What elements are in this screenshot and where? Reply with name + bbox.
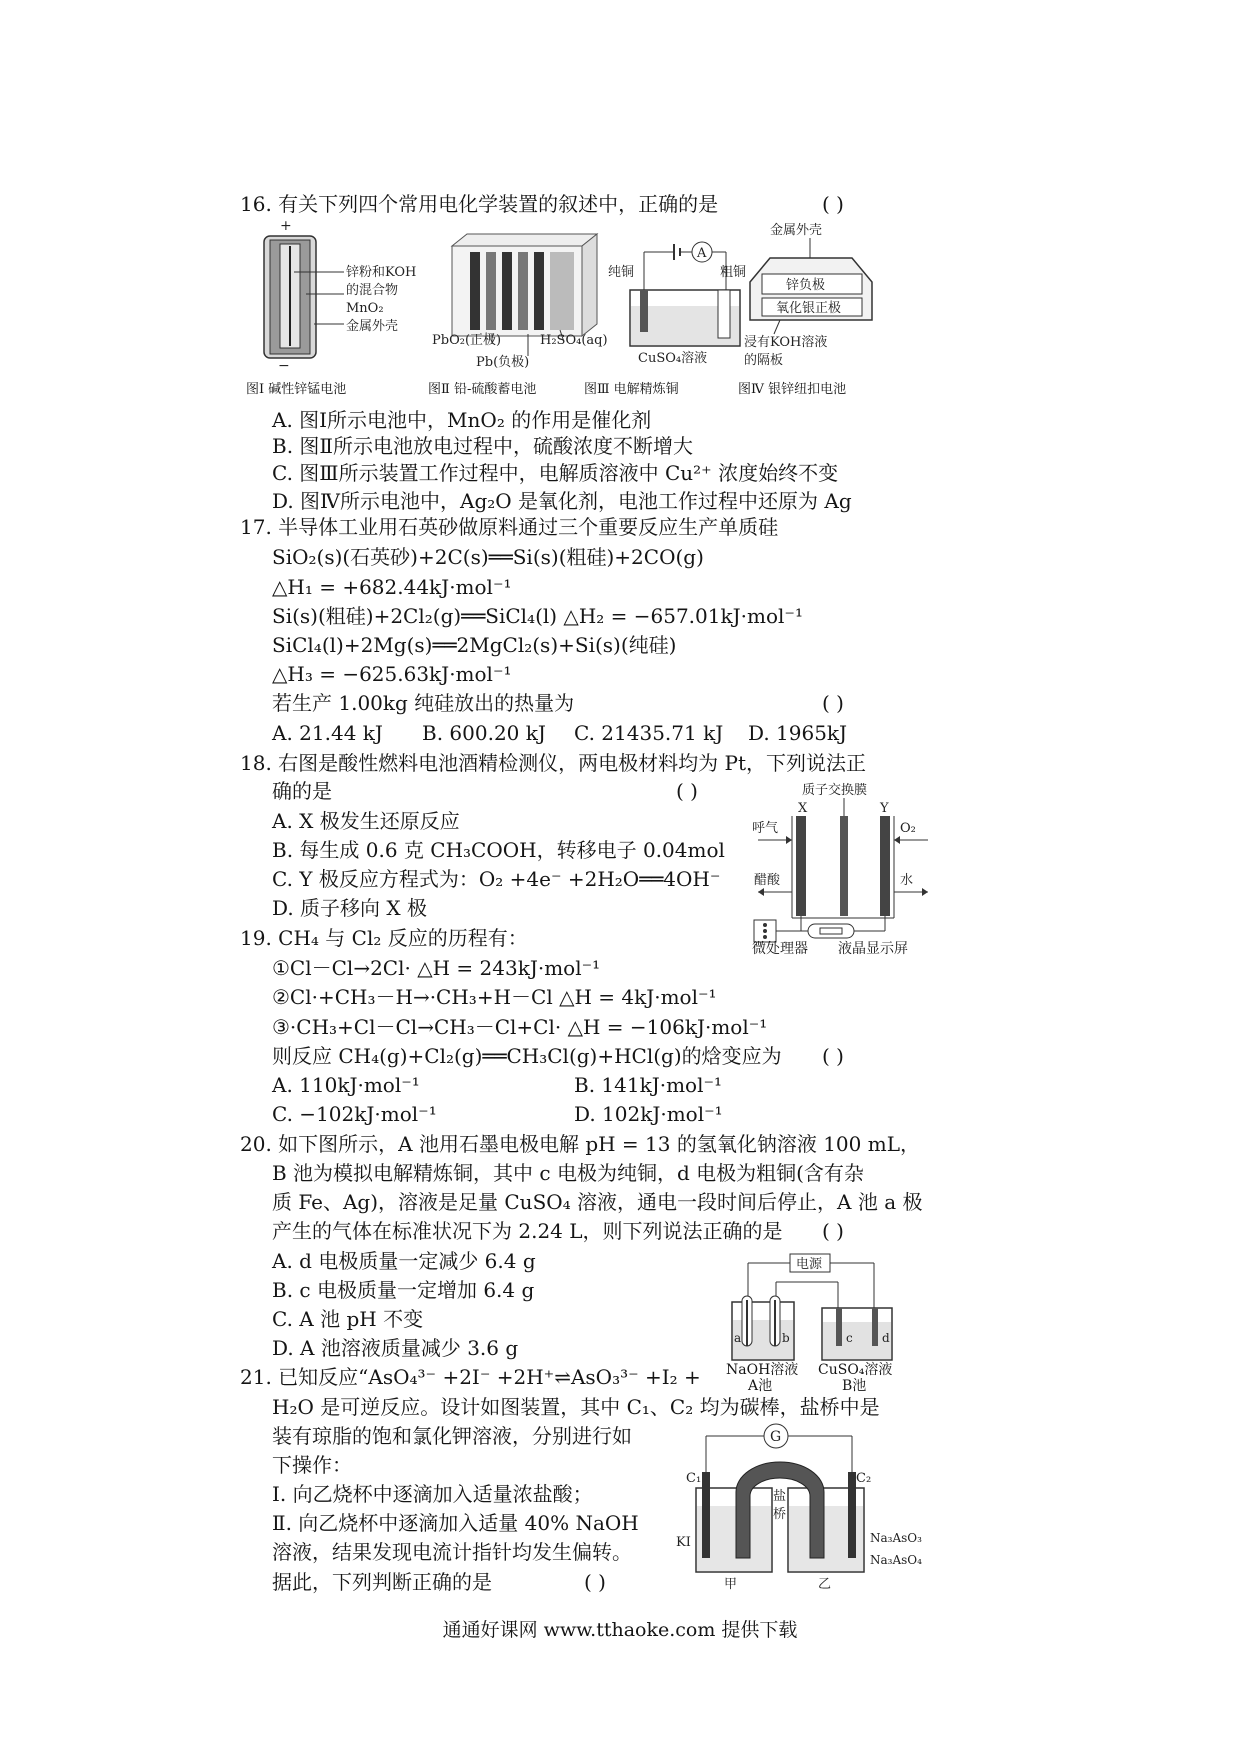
q19-answer-paren: ( ) (822, 1044, 844, 1068)
q21-stem-line1: 21. 已知反应“AsO₄³⁻ +2I⁻ +2H⁺⇌AsO₃³⁻ +I₂ + (240, 1365, 701, 1389)
q18-option-b: B. 每生成 0.6 克 CH₃COOH，转移电子 0.04mol (272, 838, 725, 862)
q16-answer-paren: ( ) (822, 192, 844, 216)
figure-salt-bridge-cell (676, 1422, 922, 1592)
q17-option-a: A. 21.44 kJ (272, 721, 383, 745)
q21-operation-2: Ⅱ. 向乙烧杯中逐滴加入适量 40% NaOH (272, 1511, 639, 1535)
fig2-label-pb: Pb(负极) (476, 355, 530, 370)
figure-electrolysis-cells (726, 1252, 906, 1372)
fig3-label-crude-copper: 粗铜 (720, 265, 747, 280)
f18-label-cpu: 微处理器 (752, 941, 808, 957)
q18-answer-paren: ( ) (676, 779, 698, 803)
fig1-label-zinc: 锌粉和KOH (346, 265, 417, 280)
f20-label-pool-b: B池 (842, 1378, 867, 1394)
f18-label-lcd: 液晶显示屏 (838, 941, 908, 957)
q19-option-b: B. 141kJ·mol⁻¹ (574, 1073, 723, 1097)
q21-stem-line2: H₂O 是可逆反应。设计如图装置，其中 C₁、C₂ 均为碳棒，盐桥中是 (272, 1395, 880, 1419)
q19-step-1: ①Cl－Cl→2Cl· △H = 243kJ·mol⁻¹ (272, 956, 601, 980)
fig1-label-shell: 金属外壳 (346, 319, 399, 334)
q20-stem-line2: B 池为模拟电解精炼铜，其中 c 电极为纯铜，d 电极为粗铜(含有杂 (272, 1161, 864, 1185)
f20-label-c: c (846, 1331, 853, 1345)
figure-caption-4: 图Ⅳ 银锌纽扣电池 (738, 382, 847, 397)
f18-label-breath: 呼气 (752, 821, 779, 836)
q21-answer-paren: ( ) (584, 1570, 606, 1594)
f18-label-water: 水 (900, 873, 914, 888)
q20-stem-line1: 20. 如下图所示，A 池用石墨电极电解 pH = 13 的氢氧化钠溶液 100 mL， (240, 1132, 920, 1156)
fig3-ammeter: A (697, 246, 707, 261)
q17-stem: 17. 半导体工业用石英砂做原料通过三个重要反应生产单质硅 (240, 515, 779, 539)
q17-enthalpy-1: △H₁ = +682.44kJ·mol⁻¹ (272, 575, 512, 599)
q21-stem-line3: 装有琼脂的饱和氯化钾溶液，分别进行如 (272, 1424, 632, 1448)
q18-option-d: D. 质子移向 X 极 (272, 896, 427, 920)
q18-stem: 18. 右图是酸性燃料电池酒精检测仪，两电极材料均为 Pt，下列说法正 (240, 751, 867, 775)
q19-option-d: D. 102kJ·mol⁻¹ (574, 1102, 723, 1126)
q21-operation-1: Ⅰ. 向乙烧杯中逐滴加入适量浓盐酸； (272, 1482, 593, 1506)
q19-step-2: ②Cl·+CH₃－H→·CH₃+H－Cl △H = 4kJ·mol⁻¹ (272, 985, 717, 1009)
q17-option-c: C. 21435.71 kJ (574, 721, 724, 745)
q20-option-b: B. c 电极质量一定增加 6.4 g (272, 1278, 535, 1302)
f20-label-cuso4: CuSO₄溶液 (818, 1362, 893, 1378)
f21-label-c1: C₁ (686, 1471, 702, 1486)
fig1-minus-label: − (278, 358, 290, 374)
q21-operation-2-cont: 溶液，结果发现电流计指针均发生偏转。 (272, 1540, 632, 1564)
f21-label-ki: KI (676, 1535, 691, 1550)
q18-option-c: C. Y 极反应方程式为：O₂ +4e⁻ +2H₂O══4OH⁻ (272, 867, 721, 891)
fig1-label-mno2: MnO₂ (346, 301, 384, 316)
f20-label-naoh: NaOH溶液 (726, 1362, 799, 1378)
f21-label-na3aso3: Na₃AsO₃ (870, 1531, 922, 1545)
fig2-label-pbo2: PbO₂(正极) (432, 333, 502, 348)
figure-caption-1: 图Ⅰ 碱性锌锰电池 (246, 382, 347, 397)
f21-galvanometer: G (770, 1429, 782, 1445)
f18-label-acid: 醋酸 (754, 873, 781, 888)
q20-answer-paren: ( ) (822, 1219, 844, 1243)
q20-option-a: A. d 电极质量一定减少 6.4 g (272, 1249, 536, 1273)
q20-option-d: D. A 池溶液质量减少 3.6 g (272, 1336, 519, 1360)
f20-label-a: a (734, 1331, 742, 1345)
page-footer: 通通好课网 www.tthaoke.com 提供下载 (442, 1619, 798, 1641)
q19-option-a: A. 110kJ·mol⁻¹ (272, 1073, 420, 1097)
f18-label-o2: O₂ (900, 821, 916, 836)
q19-stem: 19. CH₄ 与 Cl₂ 反应的历程有： (240, 926, 528, 950)
f20-label-d: d (882, 1331, 890, 1345)
f20-label-pool-a: A池 (748, 1378, 773, 1394)
figure-lead-acid-battery (432, 226, 612, 376)
f20-label-b: b (782, 1331, 790, 1345)
q16-option-d: D. 图Ⅳ所示电池中，Ag₂O 是氧化剂，电池工作过程中还原为 Ag (272, 489, 852, 513)
f20-label-power: 电源 (796, 1257, 823, 1272)
q20-option-c: C. A 池 pH 不变 (272, 1307, 424, 1331)
q20-stem-line3: 质 Fe、Ag)，溶液是足量 CuSO₄ 溶液，通电一段时间后停止，A 池 a 极 (272, 1190, 923, 1214)
f21-label-yi: 乙 (818, 1577, 832, 1592)
fig4-label-shell: 金属外壳 (770, 223, 823, 238)
fig4-label-separator1: 浸有KOH溶液 (744, 335, 828, 350)
f21-label-na3aso4: Na₃AsO₄ (870, 1553, 922, 1567)
q17-option-d: D. 1965kJ (748, 721, 848, 745)
figure-button-cell (740, 222, 890, 372)
fig3-label-pure-copper: 纯铜 (608, 265, 635, 280)
fig1-label-mixture: 的混合物 (346, 283, 399, 298)
figure-caption-2: 图Ⅱ 铅-硫酸蓄电池 (428, 382, 537, 397)
fig3-label-solution: CuSO₄溶液 (638, 351, 708, 366)
q16-option-a: A. 图Ⅰ所示电池中，MnO₂ 的作用是催化剂 (272, 408, 652, 432)
q16-option-c: C. 图Ⅲ所示装置工作过程中，电解质溶液中 Cu²⁺ 浓度始终不变 (272, 461, 839, 485)
f18-label-membrane: 质子交换膜 (802, 783, 868, 798)
f21-label-salt: 盐 (773, 1489, 787, 1504)
q18-option-a: A. X 极发生还原反应 (272, 809, 460, 833)
f18-label-x: X (798, 801, 808, 816)
f21-label-c2: C₂ (856, 1471, 872, 1486)
f18-label-y: Y (880, 801, 889, 816)
q21-question: 据此，下列判断正确的是 (272, 1570, 492, 1594)
q21-stem-line4: 下操作： (272, 1453, 352, 1477)
fig2-label-h2so4: H₂SO₄(aq) (540, 333, 608, 348)
q17-equation-1: SiO₂(s)(石英砂)+2C(s)══Si(s)(粗硅)+2CO(g) (272, 545, 704, 569)
q17-equation-2: Si(s)(粗硅)+2Cl₂(g)══SiCl₄(l) △H₂ = −657.01kJ·mol⁻¹ (272, 604, 803, 628)
figure-alkaline-battery (258, 218, 438, 374)
f21-label-jia: 甲 (724, 1577, 738, 1592)
figure-electrolytic-refining (608, 240, 748, 370)
fig4-label-separator2: 的隔板 (744, 353, 784, 368)
q19-option-c: C. −102kJ·mol⁻¹ (272, 1102, 437, 1126)
q17-option-b: B. 600.20 kJ (422, 721, 546, 745)
q19-question: 则反应 CH₄(g)+Cl₂(g)══CH₃Cl(g)+HCl(g)的焓变应为 (272, 1044, 782, 1068)
q17-answer-paren: ( ) (822, 691, 844, 715)
q16-stem: 16. 有关下列四个常用电化学装置的叙述中，正确的是 (240, 192, 719, 216)
figure-fuel-cell-tester (752, 784, 932, 954)
f21-label-bridge: 桥 (773, 1507, 787, 1522)
q19-step-3: ③·CH₃+Cl－Cl→CH₃－Cl+Cl· △H = −106kJ·mol⁻¹ (272, 1015, 768, 1039)
figure-caption-3: 图Ⅲ 电解精炼铜 (584, 382, 679, 397)
q16-option-b: B. 图Ⅱ所示电池放电过程中，硫酸浓度不断增大 (272, 434, 694, 458)
q18-stem-continued: 确的是 (272, 779, 332, 803)
q17-question: 若生产 1.00kg 纯硅放出的热量为 (272, 691, 575, 715)
q17-enthalpy-3: △H₃ = −625.63kJ·mol⁻¹ (272, 662, 512, 686)
fig1-plus-label: + (280, 218, 292, 234)
q17-equation-3: SiCl₄(l)+2Mg(s)══2MgCl₂(s)+Si(s)(纯硅) (272, 633, 677, 657)
fig4-label-silver-oxide: 氧化银正极 (776, 301, 842, 316)
q20-stem-line4: 产生的气体在标准状况下为 2.24 L，则下列说法正确的是 (272, 1219, 783, 1243)
fig4-label-zinc: 锌负极 (786, 278, 826, 293)
